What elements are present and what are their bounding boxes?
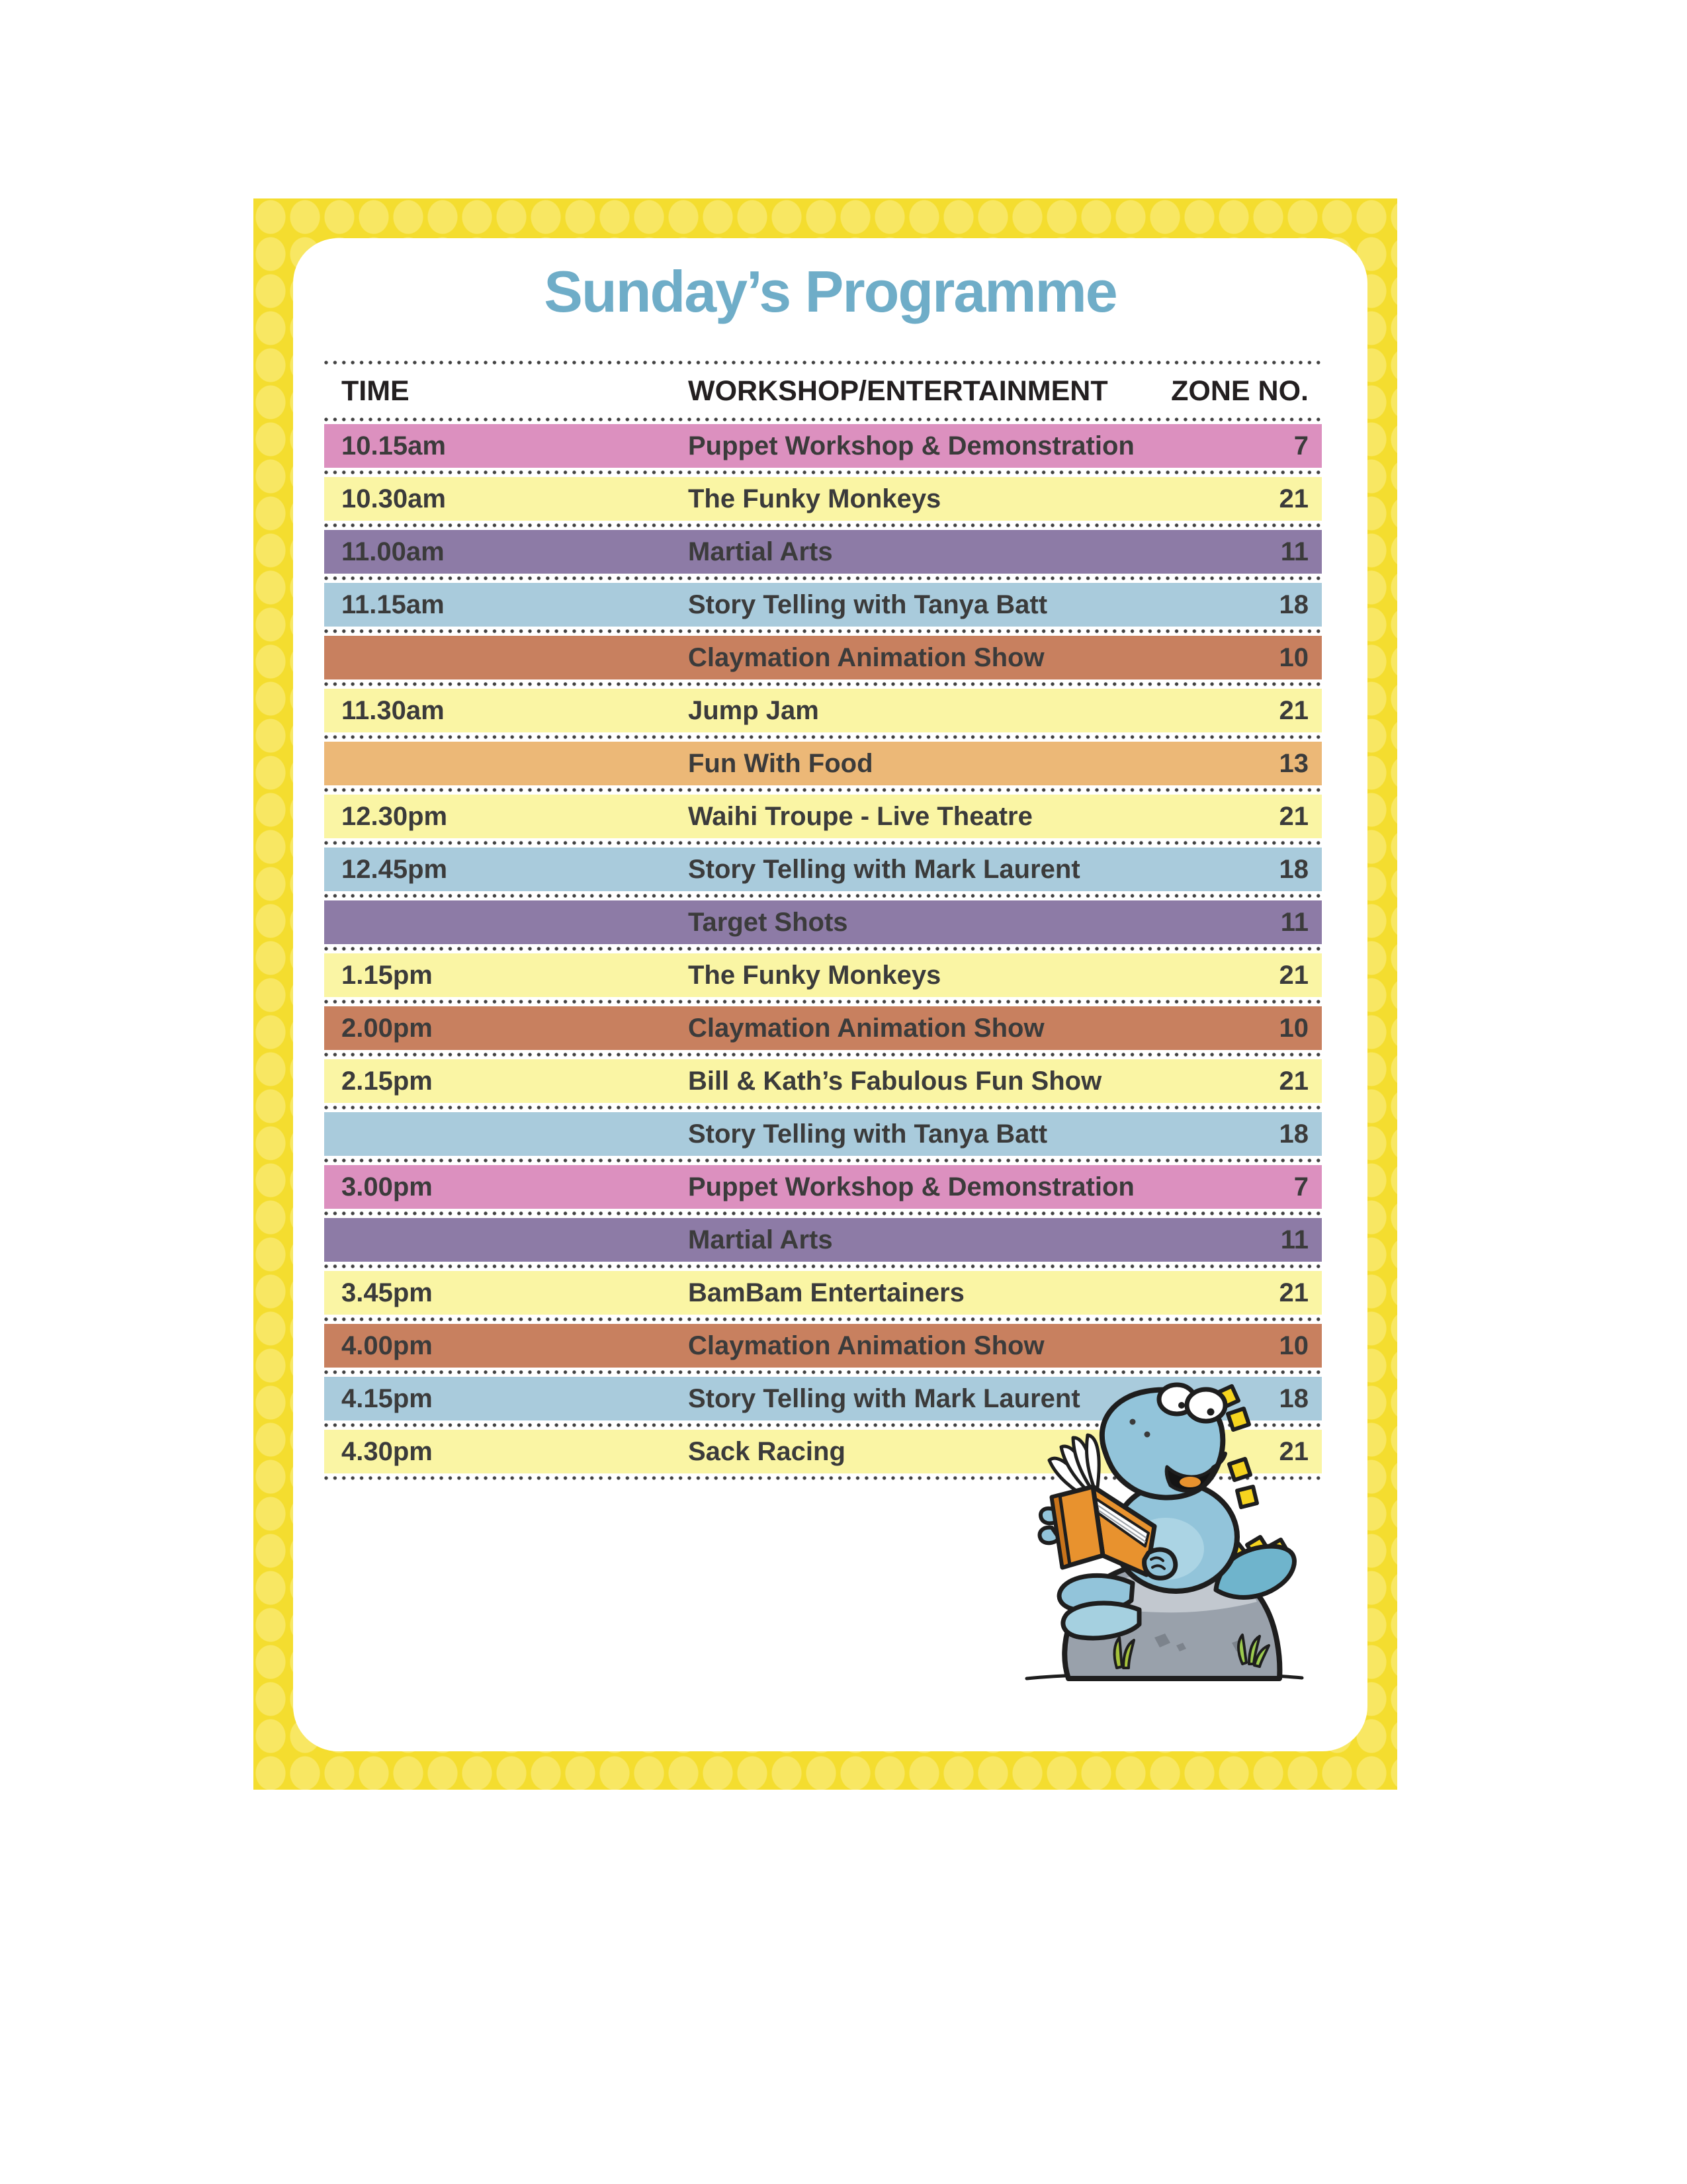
dotted-separator — [324, 576, 1322, 580]
dotted-separator — [324, 1000, 1322, 1004]
table-row — [324, 1324, 1322, 1368]
dino-eye — [1187, 1389, 1225, 1421]
dino-hand — [1145, 1550, 1176, 1578]
programme-table — [324, 361, 1322, 1480]
row-event: Target Shots — [688, 907, 848, 937]
dinosaur-illustration — [1019, 1379, 1310, 1690]
row-event: The Funky Monkeys — [688, 484, 941, 513]
dotted-separator — [324, 1053, 1322, 1057]
table-row — [324, 900, 1322, 944]
row-event: Puppet Workshop & Demonstration — [688, 1172, 1135, 1201]
header-time: TIME — [341, 374, 410, 407]
row-zone: 7 — [1293, 431, 1309, 460]
dotted-separator — [324, 1370, 1322, 1374]
nostril — [1130, 1419, 1136, 1425]
row-time: 11.30am — [341, 695, 445, 725]
row-time: 11.00am — [341, 537, 445, 566]
table-row — [324, 1059, 1322, 1103]
row-zone: 7 — [1293, 1172, 1309, 1201]
dotted-separator — [324, 1264, 1322, 1268]
table-row — [324, 742, 1322, 785]
table-row — [324, 689, 1322, 732]
table-row — [324, 583, 1322, 627]
row-zone: 10 — [1279, 1331, 1309, 1360]
dotted-separator — [324, 523, 1322, 527]
row-event: The Funky Monkeys — [688, 960, 941, 990]
row-event: Bill & Kath’s Fabulous Fun Show — [688, 1066, 1102, 1096]
dotted-separator — [324, 682, 1322, 686]
row-time: 1.15pm — [341, 960, 433, 990]
page-title: Sunday’s Programme — [544, 259, 1117, 324]
row-time: 10.30am — [341, 484, 446, 513]
row-event: Puppet Workshop & Demonstration — [688, 431, 1135, 460]
dotted-separator — [324, 417, 1322, 421]
header-event: WORKSHOP/ENTERTAINMENT — [688, 374, 1108, 407]
row-event: Waihi Troupe - Live Theatre — [688, 801, 1033, 831]
table-row — [324, 424, 1322, 468]
dotted-separator — [324, 947, 1322, 951]
dotted-separator — [324, 841, 1322, 845]
row-zone: 13 — [1279, 748, 1309, 778]
row-time: 11.15am — [341, 590, 445, 619]
row-time: 4.00pm — [341, 1331, 433, 1360]
row-time: 2.00pm — [341, 1013, 433, 1043]
row-event: Story Telling with Tanya Batt — [688, 590, 1048, 619]
row-event: Claymation Animation Show — [688, 642, 1045, 672]
row-zone: 18 — [1279, 1119, 1309, 1149]
row-zone: 11 — [1280, 537, 1309, 566]
row-event: Fun With Food — [688, 748, 873, 778]
row-zone: 18 — [1279, 854, 1309, 884]
row-event: Claymation Animation Show — [688, 1013, 1045, 1043]
row-event: Claymation Animation Show — [688, 1331, 1045, 1360]
row-zone: 21 — [1279, 1278, 1309, 1307]
row-event: Story Telling with Mark Laurent — [688, 854, 1080, 884]
row-time: 12.45pm — [341, 854, 448, 884]
table-row — [324, 477, 1322, 521]
row-time: 4.15pm — [341, 1383, 433, 1413]
table-row — [324, 1006, 1322, 1050]
row-zone: 11 — [1280, 907, 1309, 937]
nostril — [1145, 1432, 1150, 1438]
row-zone: 10 — [1279, 1013, 1309, 1043]
row-event: Martial Arts — [688, 537, 833, 566]
dotted-separator — [324, 1211, 1322, 1215]
row-event: BamBam Entertainers — [688, 1278, 965, 1307]
row-zone: 11 — [1280, 1225, 1309, 1254]
table-header-row — [324, 365, 1322, 417]
row-time: 2.15pm — [341, 1066, 433, 1096]
row-zone: 21 — [1279, 801, 1309, 831]
row-event: Sack Racing — [688, 1436, 845, 1466]
dino-foot — [1063, 1603, 1139, 1638]
row-event: Jump Jam — [688, 695, 819, 725]
row-time: 4.30pm — [341, 1436, 433, 1466]
row-event: Martial Arts — [688, 1225, 833, 1254]
table-row — [324, 953, 1322, 997]
row-zone: 21 — [1279, 960, 1309, 990]
header-zone: ZONE NO. — [1171, 374, 1309, 407]
dino-tongue — [1180, 1477, 1201, 1487]
table-row — [324, 530, 1322, 574]
row-zone: 21 — [1279, 1066, 1309, 1096]
dotted-separator — [324, 1106, 1322, 1110]
row-time: 3.00pm — [341, 1172, 433, 1201]
table-row — [324, 1112, 1322, 1156]
table-row — [324, 636, 1322, 679]
row-zone: 18 — [1279, 1383, 1309, 1413]
back-plates — [1229, 1459, 1257, 1507]
row-zone: 21 — [1279, 484, 1309, 513]
table-row — [324, 1218, 1322, 1262]
row-zone: 18 — [1279, 590, 1309, 619]
row-event: Story Telling with Tanya Batt — [688, 1119, 1048, 1149]
table-row — [324, 795, 1322, 838]
row-zone: 21 — [1279, 1436, 1309, 1466]
dotted-separator — [324, 1158, 1322, 1162]
programme-card — [293, 238, 1367, 1751]
row-time: 10.15am — [341, 431, 446, 460]
dotted-separator — [324, 894, 1322, 898]
table-row — [324, 1165, 1322, 1209]
dotted-separator — [324, 788, 1322, 792]
dotted-separator — [324, 470, 1322, 474]
table-row — [324, 1271, 1322, 1315]
table-row — [324, 848, 1322, 891]
row-time: 12.30pm — [341, 801, 448, 831]
dotted-separator — [324, 735, 1322, 739]
row-time: 3.45pm — [341, 1278, 433, 1307]
dotted-separator — [324, 629, 1322, 633]
polka-dot-frame — [253, 198, 1397, 1790]
dotted-separator — [324, 1317, 1322, 1321]
row-zone: 10 — [1279, 642, 1309, 672]
row-event: Story Telling with Mark Laurent — [688, 1383, 1080, 1413]
row-zone: 21 — [1279, 695, 1309, 725]
